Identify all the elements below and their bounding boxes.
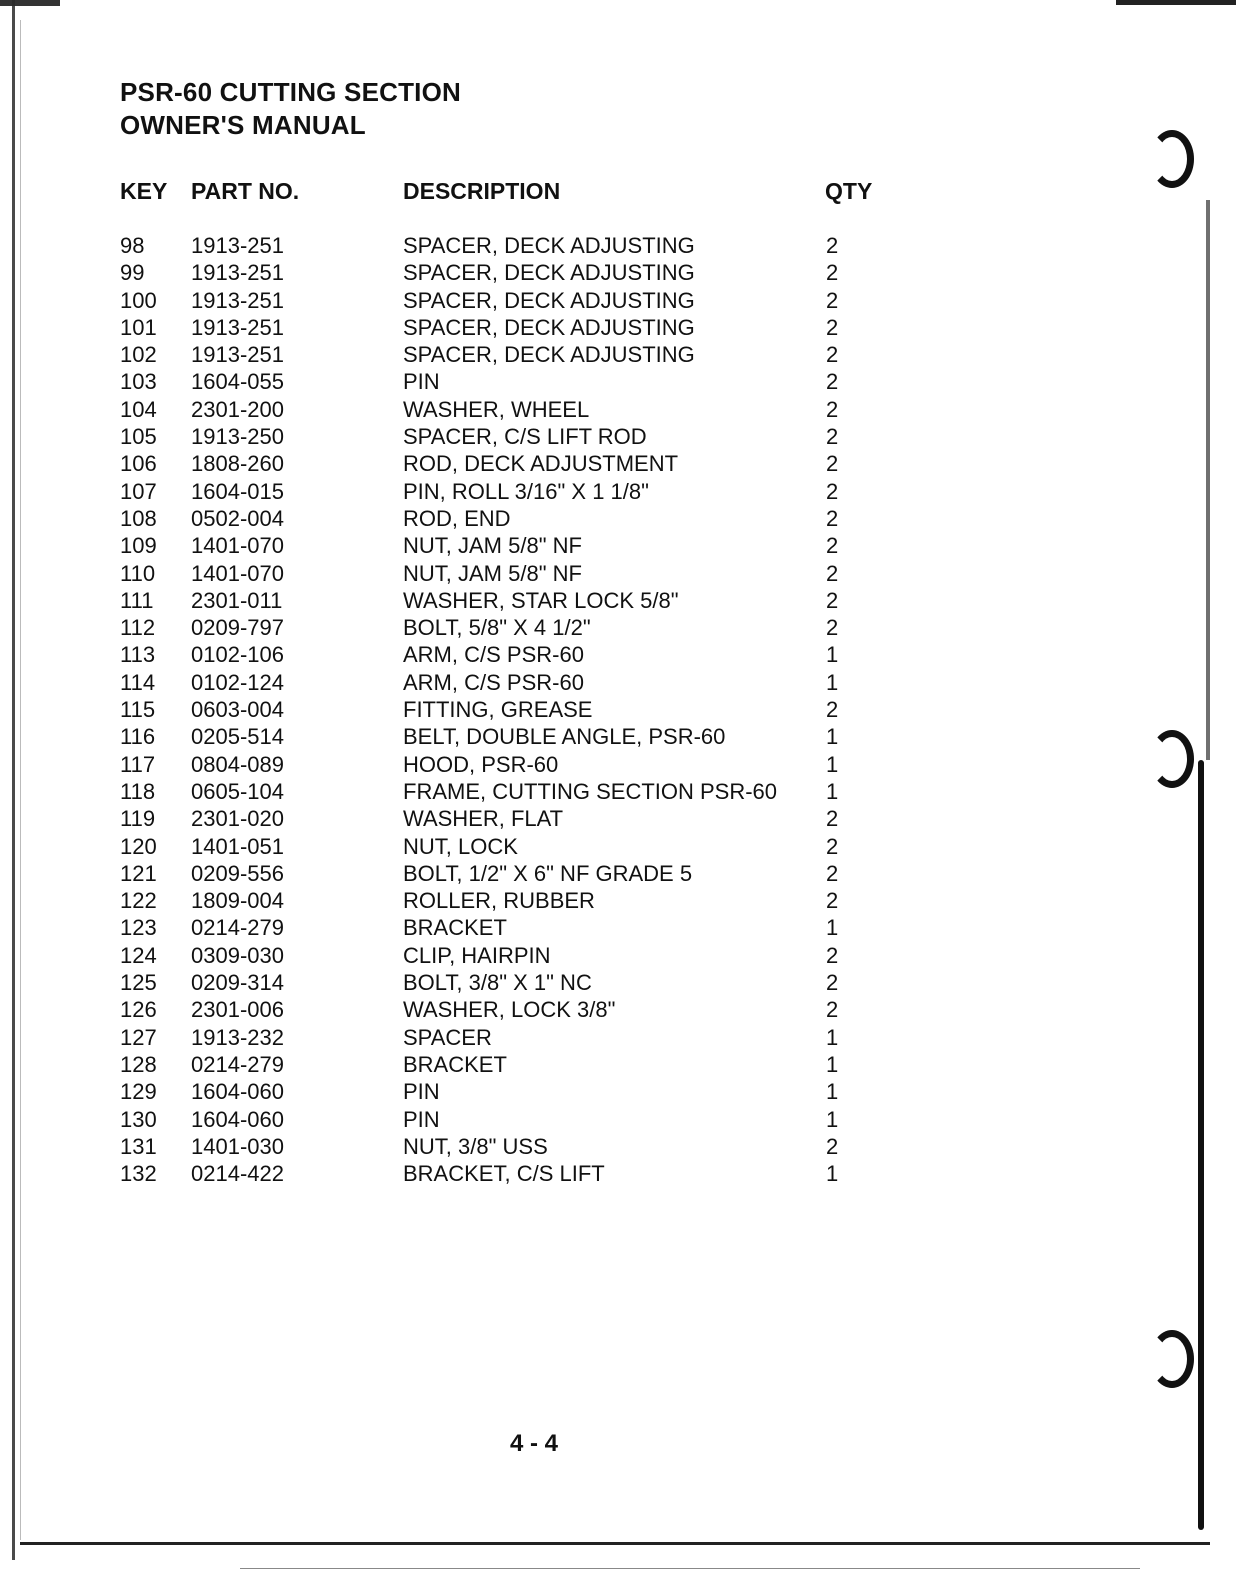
qty-cell: 2 (826, 970, 839, 996)
table-row (120, 833, 880, 860)
description-cell: ARM, C/S PSR-60 (403, 642, 584, 668)
qty-cell: 1 (826, 1079, 839, 1105)
description-cell: SPACER, DECK ADJUSTING (403, 287, 695, 313)
table-row (120, 450, 880, 477)
part-no-cell: 1401-051 (191, 833, 284, 859)
key-cell: 124 (120, 942, 157, 968)
qty-cell: 2 (826, 396, 839, 422)
description-cell: FRAME, CUTTING SECTION PSR-60 (403, 778, 778, 804)
table-row (120, 1160, 880, 1187)
part-no-cell: 1913-250 (191, 424, 284, 450)
key-cell: 130 (120, 1106, 157, 1132)
key-cell: 108 (120, 505, 157, 531)
key-cell: 132 (120, 1161, 157, 1187)
qty-cell: 1 (826, 1106, 839, 1132)
key-cell: 102 (120, 342, 157, 368)
part-no-cell: 1604-060 (191, 1106, 284, 1132)
description-cell: SPACER (403, 1024, 492, 1050)
description-cell: PIN (403, 1079, 440, 1105)
key-cell: 105 (120, 424, 157, 450)
table-row (120, 560, 880, 587)
key-cell: 115 (120, 697, 156, 723)
qty-cell: 2 (826, 806, 839, 832)
part-no-cell: 0309-030 (191, 942, 284, 968)
description-cell: BOLT, 5/8" X 4 1/2" (403, 615, 591, 641)
qty-cell: 2 (826, 833, 839, 859)
qty-cell: 2 (826, 287, 839, 313)
column-header-description: DESCRIPTION (403, 178, 561, 204)
table-row (120, 259, 880, 286)
key-cell: 131 (120, 1133, 157, 1159)
key-cell: 101 (120, 314, 157, 340)
qty-cell: 1 (826, 1051, 839, 1077)
table-row (120, 969, 880, 996)
scan-artifact (0, 0, 60, 6)
part-no-cell: 0214-279 (191, 1051, 284, 1077)
description-cell: NUT, JAM 5/8" NF (403, 533, 582, 559)
key-cell: 112 (120, 615, 156, 641)
table-row (120, 396, 880, 423)
column-header-key: KEY (120, 178, 168, 204)
part-no-cell: 1401-030 (191, 1133, 284, 1159)
qty-cell: 1 (826, 1161, 839, 1187)
page-edge (12, 0, 15, 1560)
table-row (120, 805, 880, 832)
description-cell: ROD, END (403, 505, 511, 531)
part-no-cell: 1604-015 (191, 478, 284, 504)
key-cell: 121 (120, 860, 157, 886)
key-cell: 100 (120, 287, 157, 313)
qty-cell: 1 (826, 778, 839, 804)
qty-cell: 1 (826, 1024, 839, 1050)
key-cell: 113 (120, 642, 156, 668)
qty-cell: 2 (826, 587, 839, 613)
table-row (120, 368, 880, 395)
description-cell: FITTING, GREASE (403, 697, 593, 723)
binder-hole-icon (1150, 1330, 1194, 1388)
page-rule (20, 1542, 1210, 1545)
table-row (120, 423, 880, 450)
part-no-cell: 0605-104 (191, 778, 284, 804)
title-line-1: PSR-60 CUTTING SECTION (120, 77, 461, 107)
description-cell: WASHER, FLAT (403, 806, 564, 832)
binder-hole-icon (1150, 730, 1194, 788)
part-no-cell: 1809-004 (191, 888, 284, 914)
part-no-cell: 1913-251 (191, 233, 284, 258)
qty-cell: 1 (826, 642, 839, 668)
description-cell: ROD, DECK ADJUSTMENT (403, 451, 679, 477)
table-row (120, 887, 880, 914)
table-row (120, 942, 880, 969)
description-cell: SPACER, DECK ADJUSTING (403, 342, 695, 368)
qty-cell: 2 (826, 560, 839, 586)
qty-cell: 2 (826, 478, 839, 504)
qty-cell: 2 (826, 697, 839, 723)
part-no-cell: 1913-251 (191, 314, 284, 340)
scan-artifact (1116, 0, 1236, 5)
key-cell: 109 (120, 533, 157, 559)
part-no-cell: 2301-200 (191, 396, 284, 422)
part-no-cell: 0102-124 (191, 669, 284, 695)
qty-cell: 2 (826, 860, 839, 886)
part-no-cell: 1913-251 (191, 287, 284, 313)
table-row (120, 860, 880, 887)
part-no-cell: 1401-070 (191, 560, 284, 586)
description-cell: CLIP, HAIRPIN (403, 942, 551, 968)
key-cell: 103 (120, 369, 157, 395)
qty-cell: 2 (826, 369, 839, 395)
qty-cell: 2 (826, 942, 839, 968)
description-cell: PIN, ROLL 3/16" X 1 1/8" (403, 478, 649, 504)
part-no-cell: 0209-556 (191, 860, 284, 886)
key-cell: 126 (120, 997, 157, 1023)
description-cell: WASHER, STAR LOCK 5/8" (403, 587, 679, 613)
key-cell: 99 (120, 260, 145, 286)
qty-cell: 2 (826, 997, 839, 1023)
page-rule (240, 1568, 1140, 1569)
part-no-cell: 0209-797 (191, 615, 284, 641)
column-header-part-no: PART NO. (191, 178, 300, 204)
table-row (120, 1106, 880, 1133)
table-row (120, 287, 880, 314)
key-cell: 120 (120, 833, 157, 859)
key-cell: 128 (120, 1051, 157, 1077)
key-cell: 111 (120, 587, 154, 613)
description-cell: WASHER, LOCK 3/8" (403, 997, 616, 1023)
key-cell: 129 (120, 1079, 157, 1105)
page-number: 4 - 4 (510, 1430, 559, 1457)
key-cell: 116 (120, 724, 156, 750)
description-cell: PIN (403, 369, 440, 395)
part-no-cell: 2301-011 (191, 587, 283, 613)
part-no-cell: 0502-004 (191, 505, 284, 531)
qty-cell: 1 (826, 915, 839, 941)
description-cell: NUT, 3/8" USS (403, 1133, 548, 1159)
qty-cell: 2 (826, 451, 839, 477)
qty-cell: 2 (826, 233, 839, 258)
qty-cell: 2 (826, 888, 839, 914)
part-no-cell: 0214-422 (191, 1161, 284, 1187)
table-row (120, 614, 880, 641)
table-row (120, 696, 880, 723)
key-cell: 117 (120, 751, 156, 777)
description-cell: BRACKET, C/S LIFT (403, 1161, 605, 1187)
description-cell: HOOD, PSR-60 (403, 751, 559, 777)
description-cell: NUT, LOCK (403, 833, 518, 859)
key-cell: 122 (120, 888, 157, 914)
part-no-cell: 0603-004 (191, 697, 284, 723)
key-cell: 104 (120, 396, 157, 422)
table-row (120, 723, 880, 750)
description-cell: SPACER, DECK ADJUSTING (403, 314, 695, 340)
description-cell: BRACKET (403, 915, 507, 941)
table-row (120, 1024, 880, 1051)
description-cell: NUT, JAM 5/8" NF (403, 560, 582, 586)
description-cell: PIN (403, 1106, 440, 1132)
part-no-cell: 0205-514 (191, 724, 284, 750)
parts-list (120, 232, 880, 1187)
qty-cell: 2 (826, 342, 839, 368)
binder-hole-icon (1150, 130, 1194, 188)
key-cell: 110 (120, 560, 156, 586)
key-cell: 119 (120, 806, 156, 832)
table-row (120, 478, 880, 505)
qty-cell: 2 (826, 615, 839, 641)
qty-cell: 2 (826, 1133, 839, 1159)
key-cell: 114 (120, 669, 156, 695)
description-cell: SPACER, DECK ADJUSTING (403, 260, 695, 286)
key-cell: 125 (120, 970, 157, 996)
part-no-cell: 0102-106 (191, 642, 284, 668)
table-row (120, 505, 880, 532)
qty-cell: 2 (826, 314, 839, 340)
qty-cell: 1 (826, 751, 839, 777)
qty-cell: 2 (826, 424, 839, 450)
table-row (120, 532, 880, 559)
key-cell: 127 (120, 1024, 157, 1050)
key-cell: 118 (120, 778, 156, 804)
key-cell: 106 (120, 451, 157, 477)
column-header-qty: QTY (825, 178, 873, 204)
table-row (120, 751, 880, 778)
page-edge (1198, 760, 1204, 1530)
table-row (120, 232, 880, 259)
table-row (120, 341, 880, 368)
part-no-cell: 2301-006 (191, 997, 284, 1023)
part-no-cell: 1604-060 (191, 1079, 284, 1105)
qty-cell: 2 (826, 505, 839, 531)
part-no-cell: 1913-251 (191, 342, 284, 368)
part-no-cell: 0209-314 (191, 970, 284, 996)
table-row (120, 996, 880, 1023)
table-row (120, 1133, 880, 1160)
description-cell: ROLLER, RUBBER (403, 888, 595, 914)
table-row (120, 1051, 880, 1078)
title-line-2: OWNER'S MANUAL (120, 110, 366, 140)
description-cell: BOLT, 1/2" X 6" NF GRADE 5 (403, 860, 693, 886)
table-row (120, 914, 880, 941)
table-row (120, 641, 880, 668)
key-cell: 107 (120, 478, 157, 504)
part-no-cell: 1913-251 (191, 260, 284, 286)
page-edge (1206, 200, 1210, 760)
part-no-cell: 1604-055 (191, 369, 284, 395)
part-no-cell: 0214-279 (191, 915, 284, 941)
description-cell: SPACER, C/S LIFT ROD (403, 424, 647, 450)
part-no-cell: 1913-232 (191, 1024, 284, 1050)
part-no-cell: 2301-020 (191, 806, 284, 832)
description-cell: BRACKET (403, 1051, 507, 1077)
qty-cell: 2 (826, 260, 839, 286)
key-cell: 123 (120, 915, 157, 941)
part-no-cell: 1808-260 (191, 451, 284, 477)
qty-cell: 1 (826, 669, 839, 695)
table-row (120, 587, 880, 614)
table-row (120, 778, 880, 805)
description-cell: BELT, DOUBLE ANGLE, PSR-60 (403, 724, 726, 750)
table-row (120, 314, 880, 341)
qty-cell: 1 (826, 724, 839, 750)
table-row (120, 669, 880, 696)
description-cell: BOLT, 3/8" X 1" NC (403, 970, 592, 996)
page-title (120, 76, 461, 142)
qty-cell: 2 (826, 533, 839, 559)
part-no-cell: 1401-070 (191, 533, 284, 559)
key-cell: 98 (120, 233, 145, 258)
description-cell: ARM, C/S PSR-60 (403, 669, 584, 695)
description-cell: WASHER, WHEEL (403, 396, 590, 422)
part-no-cell: 0804-089 (191, 751, 284, 777)
table-row (120, 1078, 880, 1105)
page-edge (20, 20, 21, 1540)
description-cell: SPACER, DECK ADJUSTING (403, 233, 695, 258)
